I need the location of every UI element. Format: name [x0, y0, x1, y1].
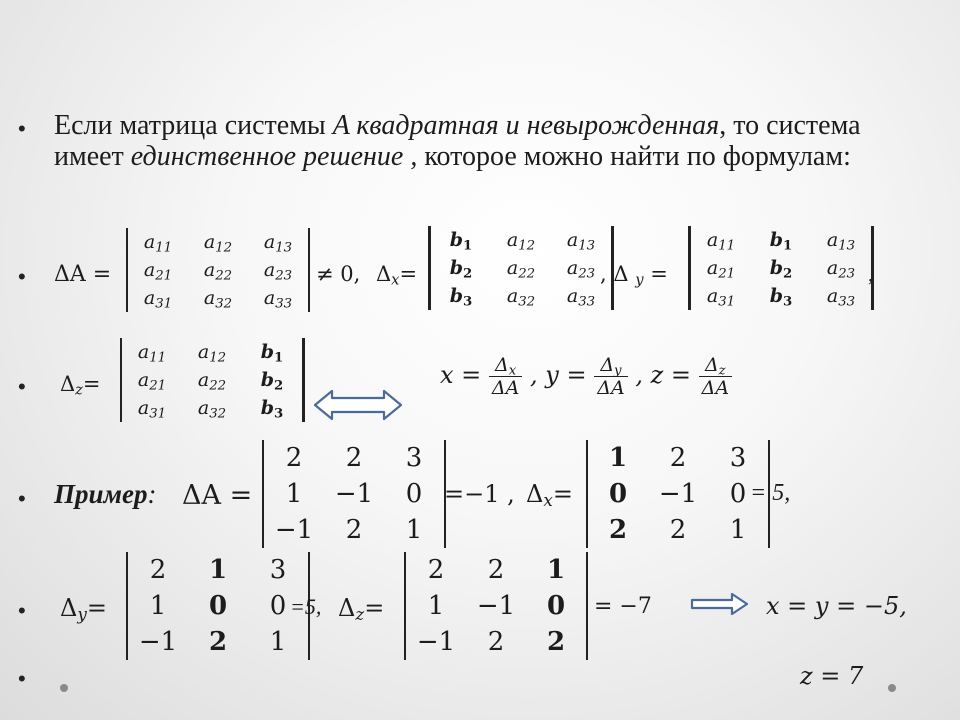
- matrix-cell: 1: [546, 555, 566, 585]
- example-matrix-z: [404, 552, 588, 660]
- right-arrow-icon: [690, 592, 750, 616]
- delta-z-label: $\Delta_z=$: [60, 372, 101, 399]
- example-matrix-x: [586, 440, 770, 548]
- bullet: •: [18, 598, 26, 623]
- matrix-cell: $b_3$: [260, 397, 284, 422]
- z-equals: , z =: [635, 361, 691, 389]
- example-eq-x: = 5,: [750, 480, 791, 506]
- matrix-cell: $a_{31}$: [137, 397, 167, 422]
- z-denominator: ΔA: [701, 377, 730, 399]
- matrix-row: [122, 338, 302, 366]
- intro-text: Если матрица системы: [54, 110, 333, 141]
- y-numerator: $\Delta_y$: [594, 354, 627, 377]
- matrix-cell: 0: [269, 591, 287, 621]
- delta-x-label: $\Delta_x=$: [376, 262, 418, 289]
- matrix-cell: 3: [729, 443, 747, 473]
- matrix-cell: $a_{13}$: [263, 231, 293, 256]
- matrix-cell: $b_1$: [260, 341, 284, 366]
- matrix-cell: $a_{32}$: [506, 285, 536, 310]
- matrix-table: [128, 552, 308, 660]
- delta-y-label: $\Delta_y=$: [60, 594, 107, 625]
- matrix-cell: $a_{33}$: [826, 285, 856, 310]
- matrix-cell: 2: [608, 515, 628, 545]
- matrix-cell: 2: [546, 627, 566, 657]
- matrix-cell: $a_{32}$: [197, 397, 227, 422]
- matrix-row: [128, 588, 308, 624]
- matrix-table: [264, 440, 444, 548]
- matrix-a: [126, 228, 310, 312]
- bullet: •: [18, 264, 26, 289]
- matrix-cell: 2: [345, 443, 363, 473]
- x-denominator: ΔA: [491, 377, 520, 399]
- matrix-cell: 3: [405, 443, 423, 473]
- matrix-cell: $a_{22}$: [506, 257, 536, 282]
- neq-zero: ≠ 0,: [316, 262, 361, 286]
- delta-y-label: , Δ $_y$ =: [600, 262, 668, 289]
- matrix-table: [588, 440, 768, 548]
- matrix-cell: $a_{12}$: [506, 229, 536, 254]
- matrix-cell: 2: [149, 555, 167, 585]
- matrix-delta-y: [688, 226, 874, 310]
- matrix-delta-z: [120, 338, 305, 422]
- matrix-cell: $a_{11}$: [706, 229, 736, 254]
- matrix-row: [406, 624, 586, 660]
- matrix-row: [122, 394, 302, 422]
- x-numerator: $\Delta_x$: [489, 354, 522, 377]
- matrix-cell: 0: [608, 479, 628, 509]
- matrix-row: [128, 256, 308, 284]
- matrix-cell: $a_{23}$: [566, 257, 596, 282]
- delta-z-label: $\Delta_z=$: [338, 594, 385, 625]
- matrix-table: [122, 338, 302, 422]
- right-arrow-shape: [692, 594, 747, 614]
- matrix-cell: $b_3$: [769, 285, 793, 310]
- z-fraction: [699, 354, 732, 399]
- matrix-cell: 1: [729, 515, 747, 545]
- matrix-delta-x: [428, 226, 614, 310]
- example-eq-y: =5,: [290, 594, 322, 619]
- matrix-cell: $a_{12}$: [197, 341, 227, 366]
- matrix-cell: $a_{33}$: [566, 285, 596, 310]
- matrix-cell: $a_{33}$: [263, 287, 293, 312]
- matrix-cell: 1: [149, 591, 167, 621]
- matrix-cell: $b_1$: [449, 229, 473, 254]
- matrix-row: [588, 440, 768, 476]
- matrix-row: [128, 624, 308, 660]
- matrix-table: [128, 228, 308, 312]
- decorative-dot: [888, 684, 896, 692]
- bullet: •: [18, 116, 26, 141]
- intro-paragraph: [54, 110, 934, 172]
- matrix-cell: −1: [476, 591, 516, 621]
- matrix-cell: $b_2$: [769, 257, 793, 282]
- matrix-row: [122, 366, 302, 394]
- double-arrow-icon: [312, 388, 404, 422]
- matrix-row: [128, 284, 308, 312]
- matrix-table: [406, 552, 586, 660]
- example-label: Пример: [54, 479, 148, 509]
- matrix-cell: −1: [274, 515, 314, 545]
- matrix-row: [691, 282, 871, 310]
- matrix-cell: $b_2$: [449, 257, 473, 282]
- matrix-row: [264, 476, 444, 512]
- matrix-cell: $a_{11}$: [143, 231, 173, 256]
- matrix-cell: −1: [138, 627, 178, 657]
- matrix-cell: 2: [345, 515, 363, 545]
- intro-text: , то система имеет: [54, 110, 861, 172]
- matrix-row: [128, 552, 308, 588]
- matrix-row: [588, 476, 768, 512]
- matrix-cell: 1: [208, 555, 228, 585]
- example-matrix-y: [126, 552, 310, 660]
- example-colon: :: [147, 479, 157, 509]
- matrix-cell: $b_3$: [449, 285, 473, 310]
- matrix-cell: $a_{23}$: [263, 259, 293, 284]
- matrix-cell: $a_{22}$: [203, 259, 233, 284]
- bullet: •: [18, 374, 26, 399]
- matrix-row: [264, 512, 444, 548]
- delta-x-label: $\Delta_x=$: [526, 480, 573, 511]
- matrix-cell: 2: [669, 515, 687, 545]
- matrix-row: [264, 440, 444, 476]
- matrix-cell: 2: [427, 555, 445, 585]
- intro-text: которое можно найти по формулам:: [417, 141, 851, 172]
- matrix-cell: 1: [427, 591, 445, 621]
- matrix-row: [406, 552, 586, 588]
- matrix-cell: $a_{22}$: [197, 369, 227, 394]
- matrix-cell: −1: [416, 627, 456, 657]
- matrix-cell: 2: [487, 555, 505, 585]
- bullet: •: [18, 486, 26, 511]
- matrix-cell: $a_{13}$: [826, 229, 856, 254]
- z-numerator: $\Delta_z$: [699, 354, 732, 377]
- double-arrow-shape: [315, 391, 401, 419]
- matrix-cell: −1: [658, 479, 698, 509]
- matrix-cell: $a_{12}$: [203, 231, 233, 256]
- bullet: •: [18, 666, 26, 691]
- matrix-cell: 2: [208, 627, 228, 657]
- x-fraction: [489, 354, 522, 399]
- matrix-row: [128, 228, 308, 256]
- matrix-cell: 0: [405, 479, 423, 509]
- matrix-cell: 1: [285, 479, 303, 509]
- trailing-comma: ,: [868, 262, 874, 286]
- matrix-cell: 0: [546, 591, 566, 621]
- matrix-cell: $a_{32}$: [203, 287, 233, 312]
- matrix-cell: $a_{13}$: [566, 229, 596, 254]
- matrix-cell: $a_{31}$: [143, 287, 173, 312]
- example-matrix-a: [262, 440, 446, 548]
- matrix-cell: 2: [669, 443, 687, 473]
- matrix-cell: 0: [208, 591, 228, 621]
- matrix-cell: $b_2$: [260, 369, 284, 394]
- y-denominator: ΔA: [597, 377, 625, 399]
- matrix-cell: $a_{21}$: [137, 369, 167, 394]
- matrix-row: [431, 282, 611, 310]
- result-z: z = 7: [800, 662, 864, 690]
- matrix-cell: $b_1$: [769, 229, 793, 254]
- cramer-formulas: [440, 354, 732, 399]
- matrix-cell: 1: [405, 515, 423, 545]
- matrix-row: [431, 226, 611, 254]
- matrix-cell: 2: [487, 627, 505, 657]
- matrix-table: [431, 226, 611, 310]
- intro-italic: единственное решение ,: [130, 141, 418, 172]
- matrix-cell: 0: [729, 479, 747, 509]
- matrix-cell: 3: [269, 555, 287, 585]
- matrix-cell: 2: [285, 443, 303, 473]
- matrix-row: [691, 226, 871, 254]
- x-equals: x =: [440, 361, 482, 389]
- matrix-cell: 1: [608, 443, 628, 473]
- example-eq-z: = −7: [594, 594, 652, 619]
- matrix-row: [406, 588, 586, 624]
- example-heading: [54, 479, 157, 510]
- intro-italic: A квадратная и невырожденная: [332, 110, 720, 141]
- y-equals: , y =: [530, 361, 587, 389]
- matrix-cell: $a_{31}$: [706, 285, 736, 310]
- example-eq-a: =−1 ,: [444, 480, 515, 508]
- matrix-cell: $a_{21}$: [706, 257, 736, 282]
- matrix-cell: $a_{23}$: [826, 257, 856, 282]
- decorative-dot: [60, 684, 68, 692]
- matrix-row: [431, 254, 611, 282]
- delta-a-label: ΔA =: [54, 262, 112, 287]
- y-fraction: [594, 354, 627, 399]
- matrix-cell: 1: [269, 627, 287, 657]
- matrix-table: [691, 226, 874, 310]
- matrix-row: [691, 254, 871, 282]
- matrix-cell: −1: [334, 479, 374, 509]
- result-xy: x = y = −5,: [766, 592, 907, 620]
- delta-a-label: ΔA =: [182, 480, 253, 511]
- matrix-cell: $a_{11}$: [137, 341, 167, 366]
- matrix-cell: $a_{21}$: [143, 259, 173, 284]
- matrix-row: [588, 512, 768, 548]
